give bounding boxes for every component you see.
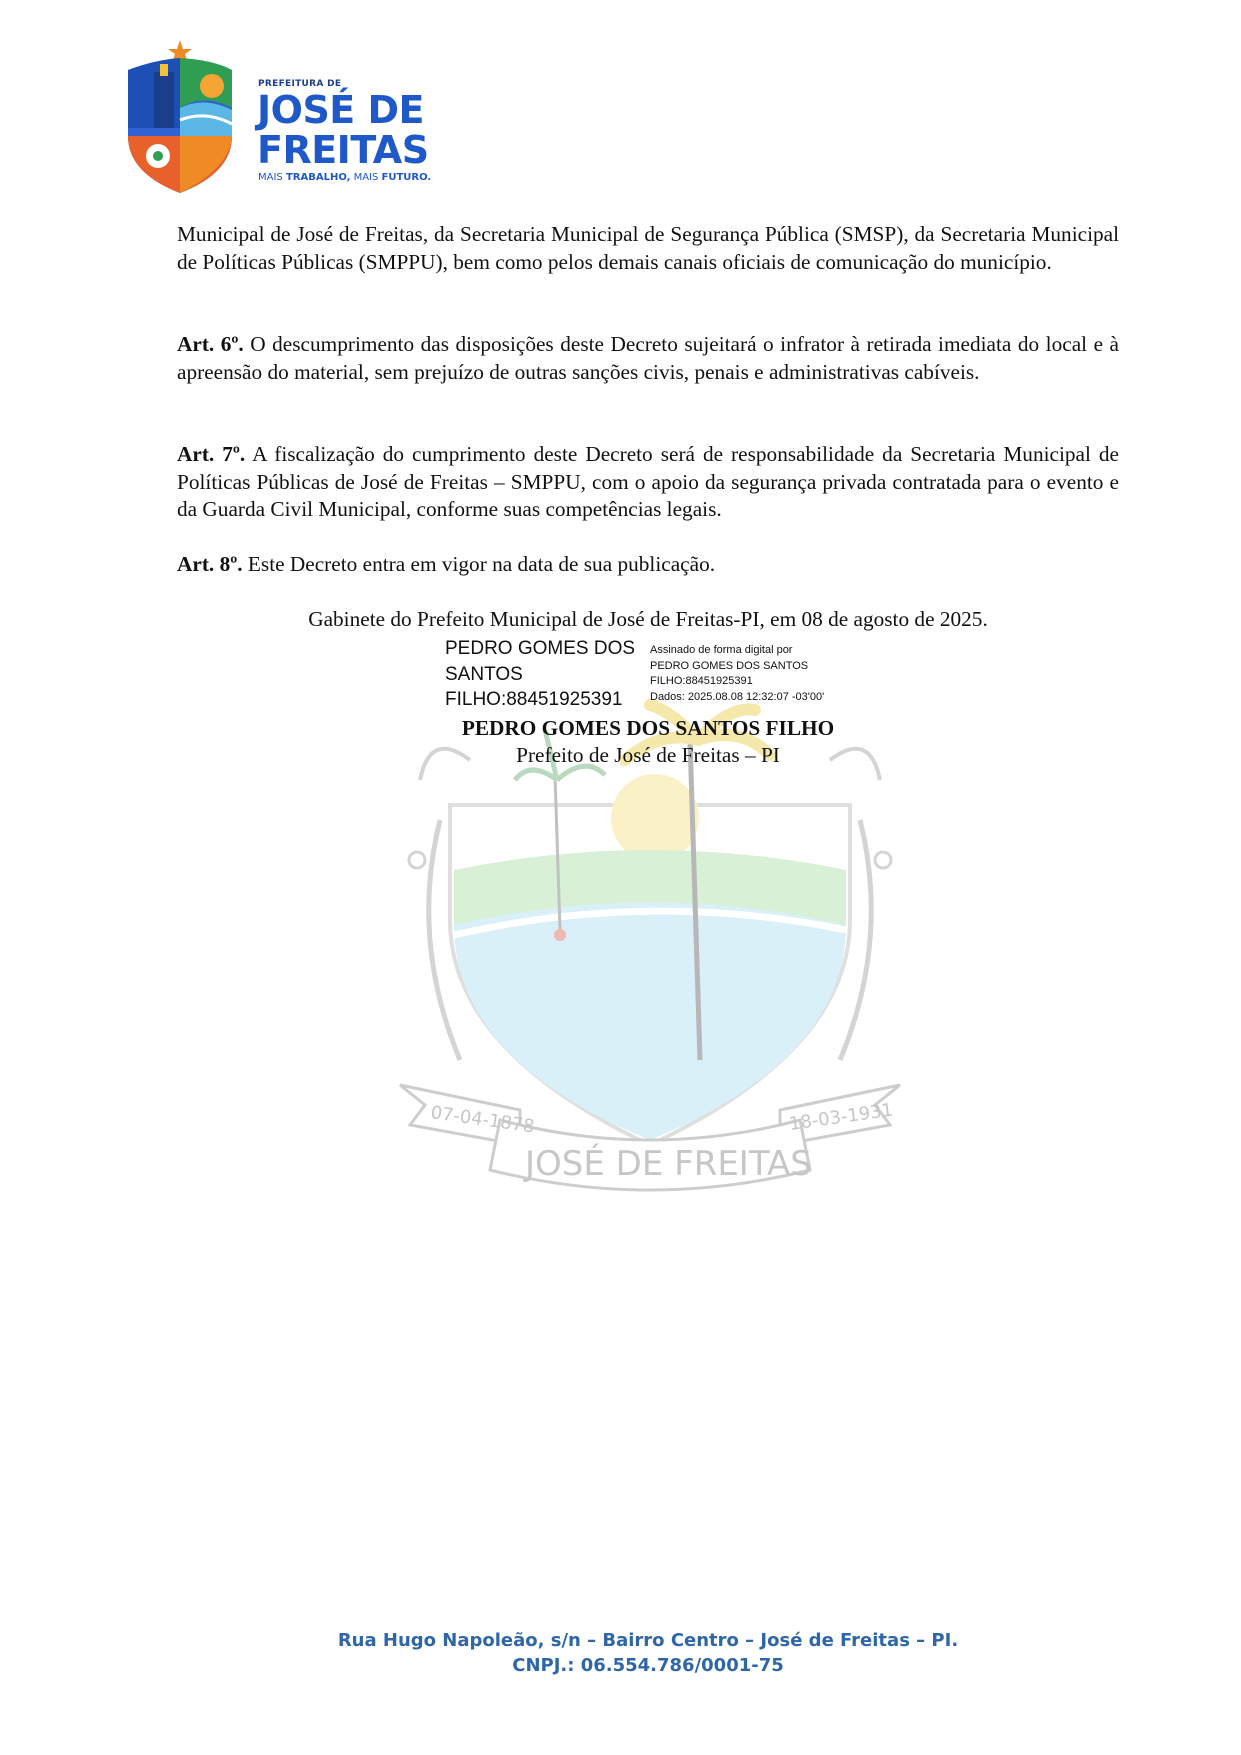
article-6-label: Art. 6º. (177, 332, 244, 356)
page-footer (177, 1628, 1119, 1678)
logo-title-line2: FREITAS (257, 128, 429, 172)
paragraph-continuation: Municipal de José de Freitas, da Secretaria Municipal de Segurança Pública (SMSP), da Secretaria Municipal de Políticas Públicas (SMPPU), bem como pelos demais canais oficiais de comunicação do município. (177, 222, 1119, 274)
logo-slogan: MAIS TRABALHO, MAIS FUTURO. (258, 172, 432, 183)
article-7 (177, 441, 1119, 524)
article-6 (177, 331, 1119, 386)
article-7-label: Art. 7º. (177, 442, 246, 466)
article-6-text: O descumprimento das disposições deste Decreto sujeitará o infrator à retirada imediata do local e à apreensão do material, sem prejuízo de outras sanções civis, penais e administrativas cabíveis. (177, 332, 1119, 384)
dateline: Gabinete do Prefeito Municipal de José de Freitas-PI, em 08 de agosto de 2025. (308, 607, 988, 631)
article-8 (177, 551, 1119, 579)
watermark-date-left: 07-04-1878 (429, 1102, 536, 1138)
watermark-date-right: 18-03-1931 (787, 1099, 895, 1135)
logo-title-line1: JOSÉ DE (257, 88, 424, 132)
digital-signature-name: PEDRO GOMES DOS SANTOS FILHO:88451925391 (445, 638, 636, 710)
article-8-label: Art. 8º. (177, 552, 243, 576)
signer-role: Prefeito de José de Freitas – PI (516, 743, 780, 767)
footer-address: Rua Hugo Napoleão, s/n – Bairro Centro – José de Freitas – PI. (337, 1630, 959, 1651)
article-8-text: Este Decreto entra em vigor na data de sua publicação. (242, 552, 716, 576)
coat-of-arms-icon (124, 38, 254, 198)
municipality-logo (124, 38, 454, 198)
article-7-text: A fiscalização do cumprimento deste Decreto será de responsabilidade da Secretaria Municipal de Políticas Públicas de José de Freitas – SMPPU, com o apoio da segurança privada contratada para o evento e da Guarda Civil Municipal, conforme suas competências legais. (177, 442, 1119, 521)
digital-signature-info: Assinado de forma digital por PEDRO GOMES DOS SANTOS FILHO:88451925391 Dados: 2025.08.08 12:32:07 -03'00' (650, 644, 825, 703)
signer-name: PEDRO GOMES DOS SANTOS FILHO (461, 716, 835, 740)
footer-cnpj: CNPJ.: 06.554.786/0001-75 (512, 1655, 784, 1676)
logo-prefix-text: PREFEITURA DE (258, 79, 342, 89)
watermark-banner-text: JOSÉ DE FREITAS (525, 1144, 812, 1184)
